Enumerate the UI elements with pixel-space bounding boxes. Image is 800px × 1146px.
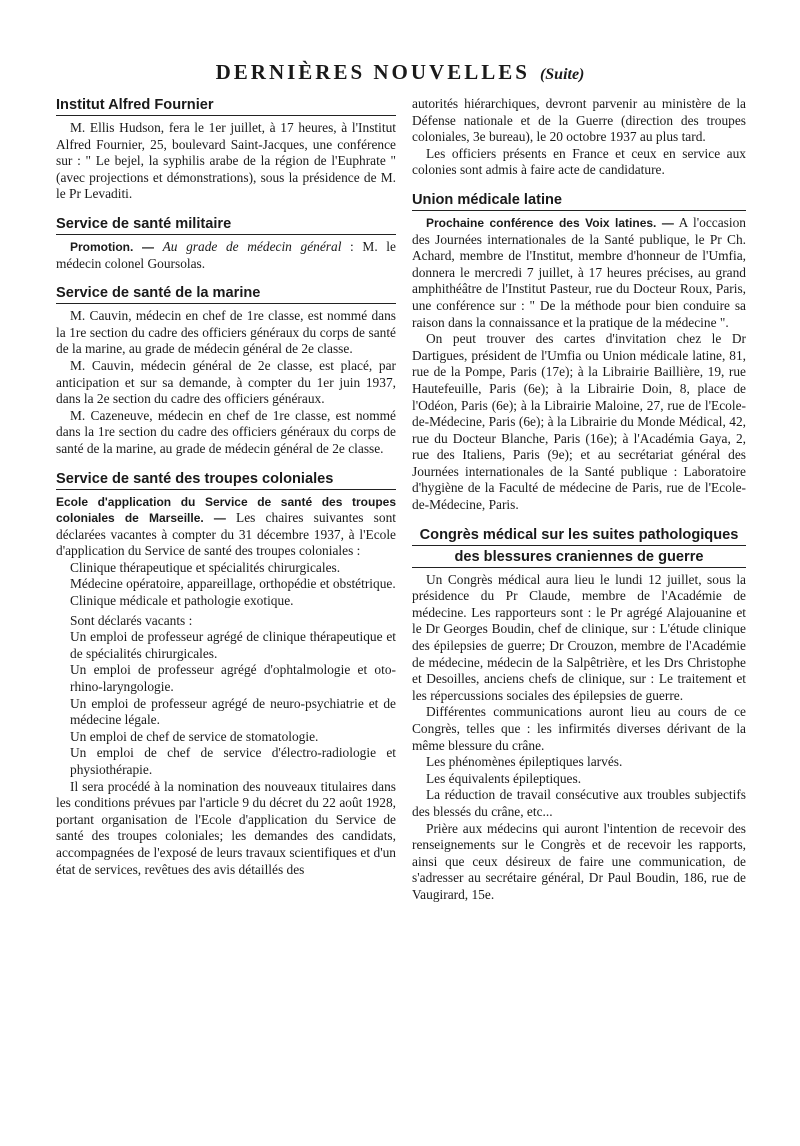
- paragraph: Prière aux médecins qui auront l'intention de recevoir des renseignements sur le Congrès et de recevoir les rapports, ainsi que ceux désireux de faire une communication, de s'adresser au secrétaire général, Dr Paul Boudin, 186, rue de Vaugirard, 15e.: [412, 820, 746, 902]
- page-title: [0, 60, 800, 85]
- list-item: Un emploi de chef de service d'électro-radiologie et physiothérapie.: [70, 745, 396, 777]
- chairs-list: [56, 560, 396, 610]
- list-item: Clinique thérapeutique et spécialités chirurgicales.: [70, 559, 341, 575]
- section-sante-militaire: [56, 215, 396, 272]
- section-subheading: des blessures craniennes de guerre: [412, 548, 746, 568]
- paragraph: La réduction de travail consécutive aux troubles subjectifs des blessés du crâne, etc...: [412, 787, 746, 819]
- list-item: Clinique médicale et pathologie exotique.: [70, 593, 294, 609]
- right-column: [412, 96, 746, 916]
- paragraph: autorités hiérarchiques, devront parvenir au ministère de la Défense nationale et de la Guerre (direction des troupes coloniales, 3e bureau), le 20 octobre 1937 au plus tard.: [412, 96, 746, 145]
- paragraph: Les officiers présents en France et ceux en service aux colonies sont admis à faire acte de candidature.: [412, 145, 746, 178]
- section-union-medicale-latine: [412, 191, 746, 514]
- section-institut-fournier: [56, 96, 396, 203]
- section-heading: Service de santé militaire: [56, 215, 396, 235]
- section-continuation: [412, 96, 746, 179]
- list-item: Médecine opératoire, appareillage, orthopédie et obstétrique.: [70, 576, 396, 592]
- section-heading: Service de santé des troupes coloniales: [56, 470, 396, 490]
- section-heading: Congrès médical sur les suites pathologiques: [412, 526, 746, 546]
- left-column: [56, 96, 396, 890]
- section-heading: Union médicale latine: [412, 191, 746, 211]
- paragraph: On peut trouver des cartes d'invitation chez le Dr Dartigues, président de l'Umfia ou Union médicale latine, 81, rue de la Pompe, Paris (17e); à la Librairie Baillière, 19, rue Hautefeuille, Paris (6e); à la Librairie Doin, 8, place de l'Odéon, Paris (6e); à la Librairie Maloine, 27, rue de l'Ecole-de-Médecine, Paris (6e); à la Librairie du Monde Médical, 42, rue du Docteur Blanche, Paris (16e); à l'Académia Gaya, 2, rue des Italiens, Paris (9e); et au secrétariat général des Journées internationales de la Santé publique : Laboratoire d'hygiène de la Faculté de médecine de Paris, rue de l'Ecole-de-Médecine, Paris.: [412, 331, 746, 513]
- list-item: Un emploi de professeur agrégé de clinique thérapeutique et de spécialités chirurgicales.: [70, 629, 396, 661]
- paragraph: [412, 215, 746, 331]
- section-heading: Service de santé de la marine: [56, 284, 396, 304]
- paragraph: [56, 494, 396, 560]
- section-heading: Institut Alfred Fournier: [56, 96, 396, 116]
- section-sante-marine: [56, 284, 396, 457]
- paragraph: Il sera procédé à la nomination des nouveaux titulaires dans les conditions prévues par l'article 9 du décret du 22 août 1928, portant organisation de l'Ecole d'application du Service de santé des troupes coloniales; les demandes des candidats, accompagnées de l'exposé de leurs travaux scientifiques et d'un état de services, revêtues des avis détaillés des: [56, 778, 396, 877]
- paragraph: [56, 239, 396, 272]
- paragraph-italic: Au grade de médecin général: [162, 238, 342, 254]
- paragraph: Différentes communications auront lieu au cours de ce Congrès, telles que : les infirmités diverses dérivant de la même blessure du crâne.: [412, 704, 746, 753]
- paragraph: M. Cazeneuve, médecin en chef de 1re classe, est nommé dans la 1re section du cadre des officiers généraux du corps de santé de la marine, au grade de médecin général de 2e classe.: [56, 407, 396, 456]
- section-troupes-coloniales: [56, 470, 396, 879]
- list-item: Un emploi de chef de service de stomatologie.: [70, 728, 319, 744]
- paragraph: Sont déclarés vacants :: [70, 612, 193, 628]
- paragraph: Les équivalents épileptiques.: [426, 770, 582, 786]
- paragraph: Les phénomènes épileptiques larvés.: [426, 754, 623, 770]
- title-text: DERNIÈRES NOUVELLES: [215, 60, 530, 84]
- paragraph-lead: Ecole d'application du Service de santé des troupes coloniales de Marseille. —: [56, 494, 396, 526]
- paragraph: M. Cauvin, médecin général de 2e classe, est placé, par anticipation et sur sa demande, à compter du 1er juin 1937, dans la 2e section du cadre des officiers généraux.: [56, 357, 396, 407]
- paragraph: Un Congrès médical aura lieu le lundi 12 juillet, sous la présidence du Pr Claude, membre de l'Académie de médecine. Les rapporteurs sont : le Pr agrégé Alajouanine et le Dr Georges Boudin, chef de clinique, sur : L'étude clinique des épilepsies de guerre; Dr Crouzon, membre de l'Académie de médecine, médecin de la Salpêtrière, et les Drs Christophe et Desoilles, anciens chefs de clinique, sur : Le traitement et les répercussions sociales des épilepsies de guerre.: [412, 571, 746, 703]
- paragraph: M. Cauvin, médecin en chef de 1re classe, est nommé dans la 1re section du cadre des officiers généraux du corps de santé de la marine, au grade de médecin général de 2e classe.: [56, 308, 396, 357]
- title-suite: (Suite): [539, 66, 585, 83]
- paragraph-rest: A l'occasion des Journées internationales de la Santé publique, le Pr Ch. Achard, membre de l'Institut, membre d'honneur de l'Umfia, donnera le mercredi 7 juillet, à 17 heures précises, au grand amphithéâtre de l'Institut Pasteur, rue du Docteur Roux, Paris, une conférence sur : " De la méthode pour bien conduire sa raison dans la connaissance et la pratique de la médecine ".: [412, 214, 746, 330]
- paragraph-lead: Promotion. —: [70, 239, 154, 254]
- section-congres-medical: [412, 526, 746, 904]
- paragraph: M. Ellis Hudson, fera le 1er juillet, à 17 heures, à l'Institut Alfred Fournier, 25, boulevard Saint-Jacques, une conférence sur : " Le bejel, la syphilis arabe de la région de l'Euphrate " (avec projections et démonstrations), sous la présidence de M. le Pr Levaditi.: [56, 120, 396, 202]
- paragraph-rest: : M. le médecin colonel Goursolas.: [56, 238, 396, 271]
- paragraph-rest: Les chaires suivantes sont déclarées vacantes à compter du 31 décembre 1937, à l'Ecole d'application du Service de santé des troupes coloniales :: [56, 510, 396, 559]
- paragraph-lead: Prochaine conférence des Voix latines. —: [426, 215, 674, 230]
- list-item: Un emploi de professeur agrégé d'ophtalmologie et oto-rhino-laryngologie.: [70, 662, 396, 695]
- posts-list: [56, 629, 396, 778]
- list-item: Un emploi de professeur agrégé de neuro-psychiatrie et de médecine légale.: [70, 695, 396, 728]
